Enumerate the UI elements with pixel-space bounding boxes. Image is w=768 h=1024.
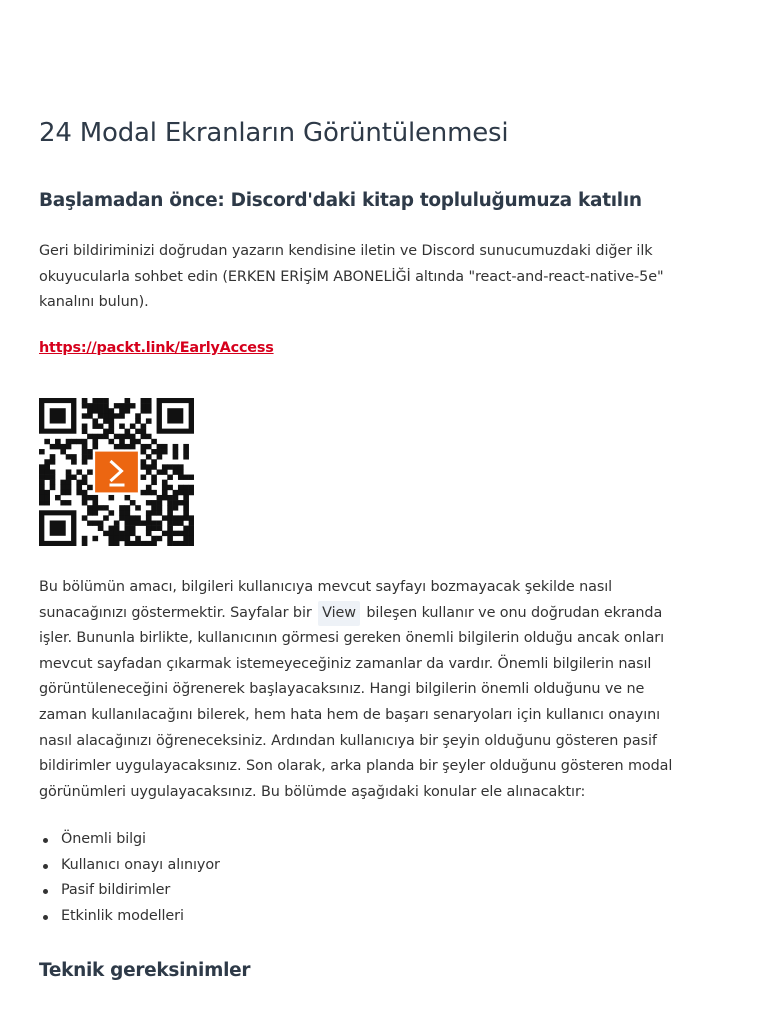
chapter-intro-paragraph xyxy=(39,575,672,805)
paragraph-text: bileşen kullanır ve onu doğrudan ekranda xyxy=(366,604,663,621)
paragraph-line: görüntüleneceğini öğrenerek başlayacaksınız. Hangi bilgilerin önemli olduğunu ve ne xyxy=(39,681,645,698)
paragraph-line-with-code xyxy=(39,601,672,627)
paragraph-line: okuyucularla sohbet edin (ERKEN ERİŞİM ABONELİĞİ altında "react-and-react-native-5e" xyxy=(39,268,664,285)
paragraph-line: işler. Bununla birlikte, kullanıcının görmesi gereken önemli bilgilerin olduğu ancak onları xyxy=(39,630,665,647)
paragraph-line: bildirimler uygulayacaksınız. Son olarak, arka planda bir şeyler olduğunu gösteren modal xyxy=(39,758,673,775)
paragraph-line: zaman kullanılacağını bilerek, hem hata hem de başarı senaryoları için kullanıcı onayını xyxy=(39,706,661,723)
paragraph-line: Bu bölümün amacı, bilgileri kullanıcıya mevcut sayfayı bozmayacak şekilde nasıl xyxy=(39,579,613,595)
tech-requirements-heading: Teknik gereksinimler xyxy=(39,960,251,981)
chapter-title: 24 Modal Ekranların Görüntülenmesi xyxy=(39,118,509,148)
list-item: Etkinlik modelleri xyxy=(39,904,220,930)
early-access-link[interactable]: https://packt.link/EarlyAccess xyxy=(39,340,274,356)
paragraph-line: mevcut sayfadan çıkarmak istemeyeceğiniz zamanlar da vardır. Önemli bilgilerin nasıl xyxy=(39,655,652,672)
paragraph-text: sunacağınızı göstermektir. Sayfalar bir xyxy=(39,604,312,621)
qr-code-icon xyxy=(39,398,194,546)
list-item: Kullanıcı onayı alınıyor xyxy=(39,853,220,879)
paragraph-line: kanalını bulun). xyxy=(39,294,149,311)
discord-section-heading: Başlamadan önce: Discord'daki kitap topluluğumuza katılın xyxy=(39,190,642,211)
paragraph-line: nasıl alacağınızı öğreneceksiniz. Ardından kullanıcıya bir şeyin olduğunu gösteren pasif xyxy=(39,732,657,749)
list-item: Önemli bilgi xyxy=(39,827,220,853)
paragraph-line: görünümleri uygulayacaksınız. Bu bölümde aşağıdaki konular ele alınacaktır: xyxy=(39,783,586,800)
topics-list xyxy=(39,827,220,929)
list-item: Pasif bildirimler xyxy=(39,878,220,904)
paragraph-line: Geri bildiriminizi doğrudan yazarın kendisine iletin ve Discord sunucumuzdaki diğer ilk xyxy=(39,243,653,259)
discord-intro-paragraph xyxy=(39,239,663,316)
inline-code-view: View xyxy=(318,601,360,627)
